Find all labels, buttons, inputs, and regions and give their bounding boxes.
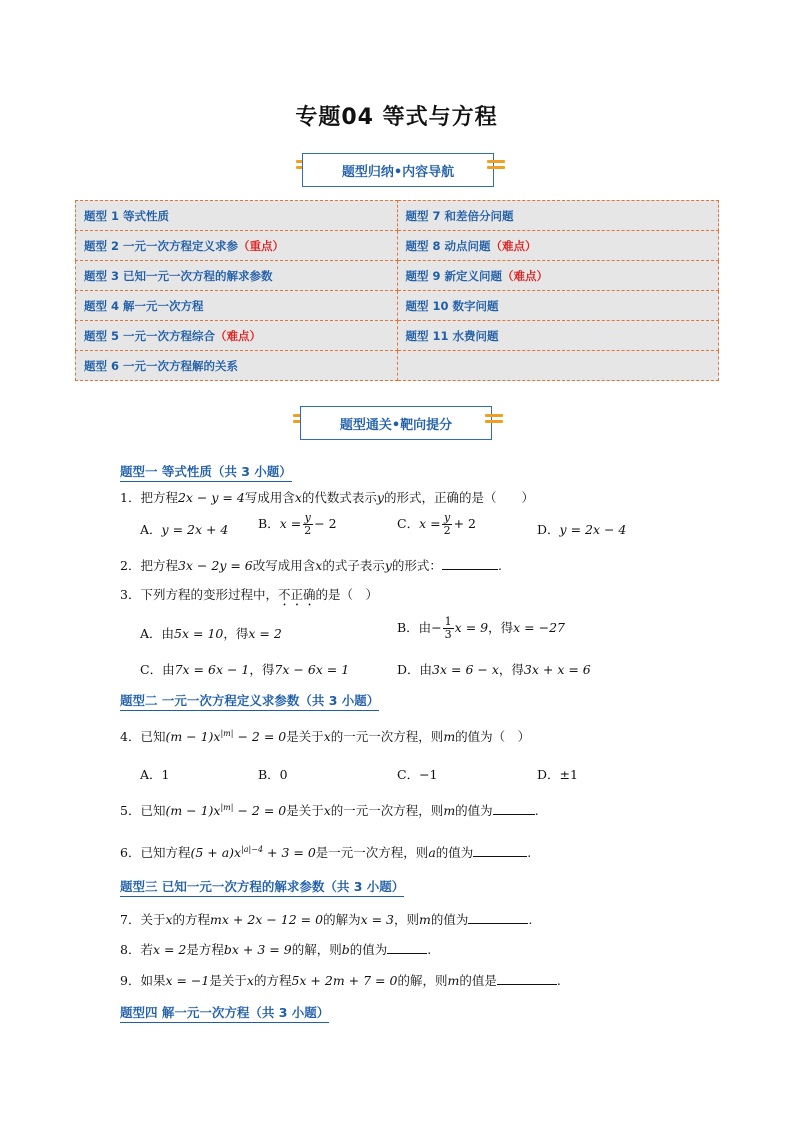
q1-option-b[interactable]: B．x = $\frac{y}{2}$ − 2 bbox=[258, 511, 337, 537]
nav-item-topic-11[interactable]: 题型 11 水费问题 bbox=[397, 321, 719, 351]
question-7: 7．关于x的方程mx + 2x − 12 = 0的解为x = 3，则m的值为 . bbox=[120, 912, 533, 927]
banner-decoration-right-icon bbox=[487, 160, 505, 174]
nav-item-topic-5[interactable]: 题型 5 一元一次方程综合（难点） bbox=[76, 321, 398, 351]
question-3: 3．下列方程的变形过程中，不正确的是（ ） bbox=[120, 587, 378, 602]
question-1: 1．把方程2x − y = 4写成用含x的代数式表示y的形式，正确的是（ ） bbox=[120, 490, 534, 505]
q4-option-c[interactable]: C．−1 bbox=[397, 767, 438, 782]
answer-blank[interactable] bbox=[493, 802, 535, 815]
table-row bbox=[76, 231, 719, 261]
answer-blank[interactable] bbox=[387, 941, 427, 954]
nav-item-topic-1[interactable]: 题型 1 等式性质 bbox=[76, 201, 398, 231]
nav-item-topic-3[interactable]: 题型 3 已知一元一次方程的解求参数 bbox=[76, 261, 398, 291]
table-row bbox=[76, 351, 719, 381]
banner-decoration-right-icon bbox=[485, 414, 503, 428]
answer-blank[interactable] bbox=[497, 972, 557, 985]
practice-banner-label: 题型通关•靶向提分 bbox=[339, 417, 453, 433]
nav-item-topic-9[interactable]: 题型 9 新定义问题（难点） bbox=[397, 261, 719, 291]
nav-item-topic-7[interactable]: 题型 7 和差倍分问题 bbox=[397, 201, 719, 231]
practice-banner bbox=[300, 406, 492, 440]
question-4: 4．已知$(m - 1)x^{|m|} - 2 = 0$是关于x的一元一次方程，则m的值为（ ） bbox=[120, 728, 531, 744]
page-title: 专题04 等式与方程 bbox=[295, 105, 498, 130]
section-heading-4[interactable]: 题型四 解一元一次方程（共 3 小题） bbox=[120, 1003, 329, 1023]
answer-blank[interactable] bbox=[442, 557, 498, 570]
q3-option-a[interactable]: A．由5x = 10，得x = 2 bbox=[140, 626, 282, 641]
q1-option-a[interactable]: A．y = 2x + 4 bbox=[140, 522, 229, 537]
question-2: 2．把方程3x − 2y = 6改写成用含x的式子表示y的形式： . bbox=[120, 558, 502, 573]
nav-item-topic-10[interactable]: 题型 10 数字问题 bbox=[397, 291, 719, 321]
nav-item-topic-4[interactable]: 题型 4 解一元一次方程 bbox=[76, 291, 398, 321]
question-8: 8．若x = 2是方程bx + 3 = 9的解，则b的值为 . bbox=[120, 942, 432, 957]
question-6: 6．已知方程$(5 + a)x^{|a|-4} + 3 = 0$是一元一次方程，则a的值为 . bbox=[120, 844, 532, 860]
q4-option-d[interactable]: D．±1 bbox=[537, 767, 578, 782]
table-row bbox=[76, 261, 719, 291]
q3-option-d[interactable]: D．由3x = 6 − x，得3x + x = 6 bbox=[397, 662, 591, 677]
question-5: 5．已知$(m - 1)x^{|m|} - 2 = 0$是关于x的一元一次方程，则m的值为 . bbox=[120, 802, 539, 818]
nav-banner bbox=[302, 153, 494, 187]
q4-option-a[interactable]: A．1 bbox=[140, 767, 170, 782]
table-row bbox=[76, 201, 719, 231]
q3-option-b[interactable]: B．由− $\frac{1}{3}$ x = 9，得x = −27 bbox=[397, 615, 565, 641]
q1-option-d[interactable]: D．y = 2x − 4 bbox=[537, 522, 627, 537]
q3-option-c[interactable]: C．由7x = 6x − 1，得7x − 6x = 1 bbox=[140, 662, 350, 677]
section-heading-1[interactable]: 题型一 等式性质（共 3 小题） bbox=[120, 462, 292, 482]
answer-blank[interactable] bbox=[468, 911, 528, 924]
section-heading-3[interactable]: 题型三 已知一元一次方程的解求参数（共 3 小题） bbox=[120, 877, 404, 897]
answer-blank[interactable] bbox=[473, 844, 527, 857]
nav-item-topic-8[interactable]: 题型 8 动点问题（难点） bbox=[397, 231, 719, 261]
q4-option-b[interactable]: B．0 bbox=[258, 767, 288, 782]
nav-banner-label: 题型归纳•内容导航 bbox=[341, 164, 455, 180]
nav-item-empty bbox=[397, 351, 719, 381]
nav-item-topic-6[interactable]: 题型 6 一元一次方程解的关系 bbox=[76, 351, 398, 381]
nav-item-topic-2[interactable]: 题型 2 一元一次方程定义求参（重点） bbox=[76, 231, 398, 261]
q1-option-c[interactable]: C．x = $\frac{y}{2}$ + 2 bbox=[397, 511, 476, 537]
section-heading-2[interactable]: 题型二 一元一次方程定义求参数（共 3 小题） bbox=[120, 691, 379, 711]
topic-navigation-table bbox=[75, 200, 719, 381]
table-row bbox=[76, 321, 719, 351]
question-9: 9．如果x = −1是关于x的方程5x + 2m + 7 = 0的解，则m的值是 . bbox=[120, 973, 561, 988]
table-row bbox=[76, 291, 719, 321]
